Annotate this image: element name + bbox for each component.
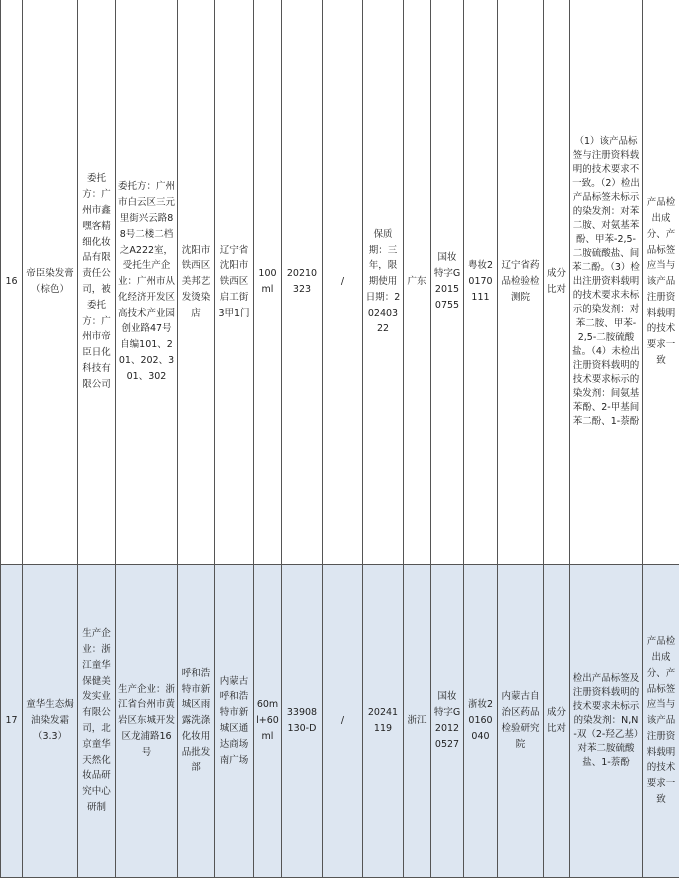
company-address: 生产企业：浙江省台州市黄岩区东城开发区龙浦路16号 bbox=[116, 565, 178, 878]
sampled-unit: 呼和浩特市新城区雨露洗涤化妆用品批发部 bbox=[178, 565, 215, 878]
nonconformity-detail: 检出产品标签及注册资料载明的技术要求未标示的染发剂：N,N-双（2-羟乙基）对苯二胺硫酸盐、1-萘酚 bbox=[570, 565, 643, 878]
table-row bbox=[1, 565, 679, 878]
province: 浙江 bbox=[404, 565, 431, 878]
product-name: 帝臣染发膏（棕色） bbox=[23, 0, 78, 565]
applicant-company: 委托方：广州市鑫嘿客精细化妆品有限责任公司，被委托方：广州市帝臣日化科技有限公司 bbox=[78, 0, 116, 565]
applicant-company: 生产企业：浙江童华保健美发实业有限公司，北京童华天然化妆品研究中心研制 bbox=[78, 565, 116, 878]
approval-number: 国妆特字G20120527 bbox=[431, 565, 464, 878]
testing-institute: 辽宁省药品检验检测院 bbox=[498, 0, 544, 565]
sampled-unit: 沈阳市铁西区美邦艺发烫染店 bbox=[178, 0, 215, 565]
test-item: 成分比对 bbox=[544, 0, 570, 565]
batch-number: / bbox=[323, 565, 363, 878]
requirement: 产品检出成分、产品标签应当与该产品注册资料载明的技术要求一致 bbox=[643, 0, 679, 565]
province: 广东 bbox=[404, 0, 431, 565]
requirement: 产品检出成分、产品标签应当与该产品注册资料载明的技术要求一致 bbox=[643, 565, 679, 878]
specification: 60ml+60ml bbox=[254, 565, 282, 878]
testing-institute: 内蒙古自治区药品检验研究院 bbox=[498, 565, 544, 878]
row-number: 16 bbox=[1, 0, 23, 565]
row-number: 17 bbox=[1, 565, 23, 878]
validity-period: 保质期：三年，限期使用日期：20240322 bbox=[363, 0, 404, 565]
validity-period: 20241119 bbox=[363, 565, 404, 878]
batch-number: / bbox=[323, 0, 363, 565]
test-item: 成分比对 bbox=[544, 565, 570, 878]
sampled-unit-address: 辽宁省沈阳市铁西区启工街3甲1门 bbox=[215, 0, 254, 565]
production-permit: 粤妆20170111 bbox=[464, 0, 498, 565]
table-row bbox=[1, 0, 679, 565]
sampled-unit-address: 内蒙古呼和浩特市新城区通达商场南广场 bbox=[215, 565, 254, 878]
production-date: 20210323 bbox=[282, 0, 323, 565]
company-address: 委托方：广州市白云区三元里街兴云路88号二楼二档之A222室，受托生产企业：广州市从化经济开发区高技术产业园创业路47号自编101、201、202、301、302 bbox=[116, 0, 178, 565]
approval-number: 国妆特字G20150755 bbox=[431, 0, 464, 565]
nonconformity-detail: （1）该产品标签与注册资料载明的技术要求不一致。（2）检出产品标签未标示的染发剂：对苯二胺、对氨基苯酚、甲苯-2,5-二胺硫酸盐、间苯二酚。（3）检出注册资料载明的技术要求未标示的染发剂：对苯二胺、甲苯-2,5-二胺硫酸盐。（4）未检出注册资料载明的技术要求标示的染发剂：间氨基苯酚、2-甲基间苯二酚、1-萘酚 bbox=[570, 0, 643, 565]
production-date: 33908130-D bbox=[282, 565, 323, 878]
product-name: 童华生态焗油染发霜（3.3） bbox=[23, 565, 78, 878]
specification: 100ml bbox=[254, 0, 282, 565]
production-permit: 浙妆20160040 bbox=[464, 565, 498, 878]
